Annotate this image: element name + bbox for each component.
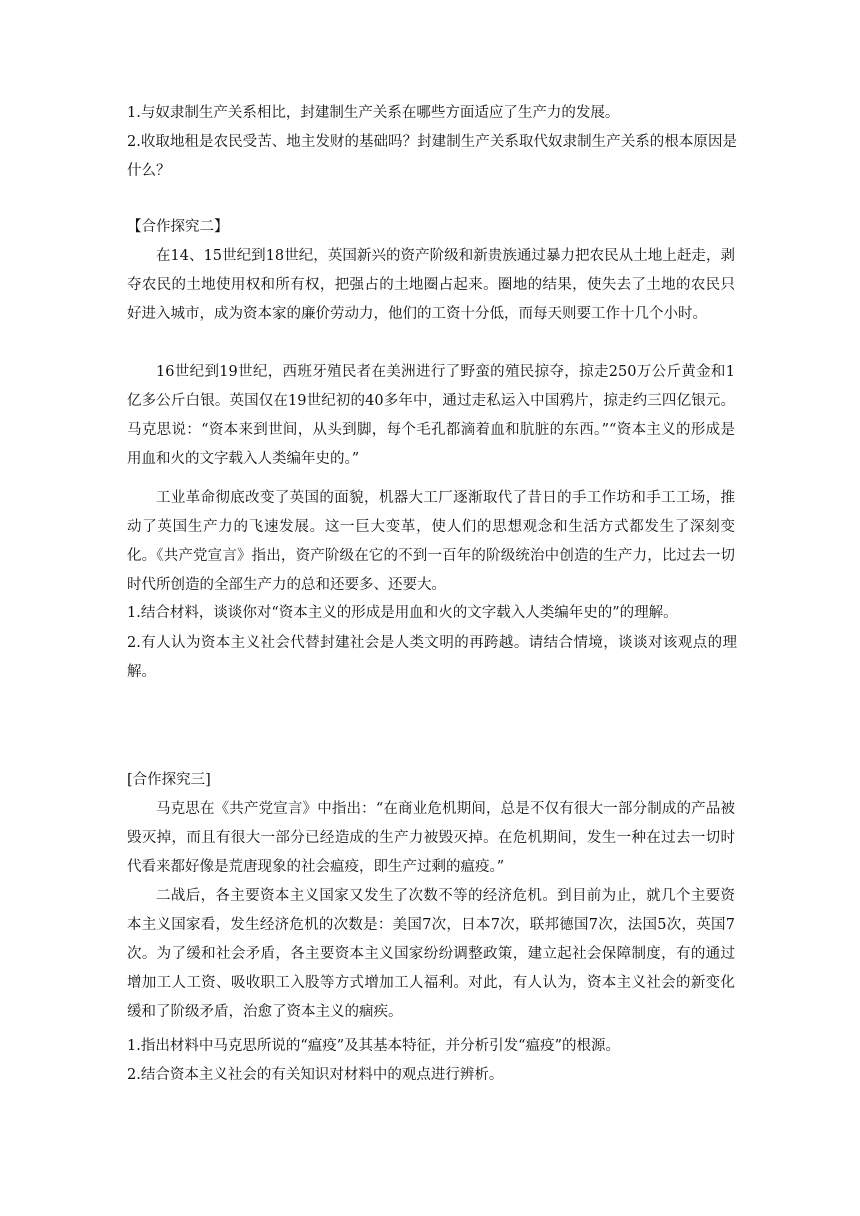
- section3-heading: [合作探究三]: [127, 772, 211, 788]
- intro-question-1: 1.与奴隶制生产关系相比，封建制生产关系在哪些方面适应了生产力的发展。: [127, 105, 620, 121]
- section2-heading: 【合作探究二】: [127, 219, 229, 235]
- section2-paragraph-2: 16世纪到19世纪，西班牙殖民者在美洲进行了野蛮的殖民掠夺，掠走250万公斤黄金和1亿多公斤白银。英国仅在19世纪初的40多年中，通过走私运入中国鸦片，掠走约三四亿银元。马克思说：“资本来到世间，从头到脚，每个毛孔都滴着血和肮脏的东西。”“资本主义的形成是用血和火的文字载入人类编年史的。”: [127, 364, 735, 467]
- section3-paragraph-1: 马克思在《共产党宣言》中指出：“在商业危机期间，总是不仅有很大一部分制成的产品被毁灭掉，而且有很大一部分已经造成的生产力被毁灭掉。在危机期间，发生一种在过去一切时代看来都好像是荒唐现象的社会瘟疫，即生产过剩的瘟疫。”: [127, 801, 735, 875]
- section3-paragraph-2: 二战后，各主要资本主义国家又发生了次数不等的经济危机。到目前为止，就几个主要资本主义国家看，发生经济危机的次数是：美国7次，日本7次，联邦德国7次，法国5次，英国7次。为了缓和社会矛盾，各主要资本主义国家纷纷调整政策，建立起社会保障制度，有的通过增加工人工资、吸收职工入股等方式增加工人福利。对此，有人认为，资本主义社会的新变化缓和了阶级矛盾，治愈了资本主义的痼疾。: [127, 888, 735, 1020]
- intro-question-2: 2.收取地租是农民受苦、地主发财的基础吗？封建制生产关系取代奴隶制生产关系的根本原因是什么？: [127, 134, 737, 179]
- section3-question-2: 2.结合资本主义社会的有关知识对材料中的观点进行辨析。: [127, 1067, 504, 1083]
- section2-question-1: 1.结合材料，谈谈你对“资本主义的形成是用血和火的文字载入人类编年史的”的理解。: [127, 605, 678, 621]
- section3-question-1: 1.指出材料中马克思所说的“瘟疫”及其基本特征，并分析引发“瘟疫”的根源。: [127, 1038, 620, 1054]
- section2-paragraph-1: 在14、15世纪到18世纪，英国新兴的资产阶级和新贵族通过暴力把农民从土地上赶走，剥夺农民的土地使用权和所有权，把强占的土地圈占起来。圈地的结果，使失去了土地的农民只好进入城市，成为资本家的廉价劳动力，他们的工资十分低，而每天则要工作十几个小时。: [127, 248, 735, 322]
- section2-question-2: 2.有人认为资本主义社会代替封建社会是人类文明的再跨越。请结合情境，谈谈对该观点的理解。: [127, 635, 737, 680]
- section2-paragraph-3: 工业革命彻底改变了英国的面貌，机器大工厂逐渐取代了昔日的手工作坊和手工工场，推动了英国生产力的飞速发展。这一巨大变革，使人们的思想观念和生活方式都发生了深刻变化。《共产党宣言》指出，资产阶级在它的不到一百年的阶级统治中创造的生产力，比过去一切时代所创造的全部生产力的总和还要多、还要大。: [127, 490, 735, 593]
